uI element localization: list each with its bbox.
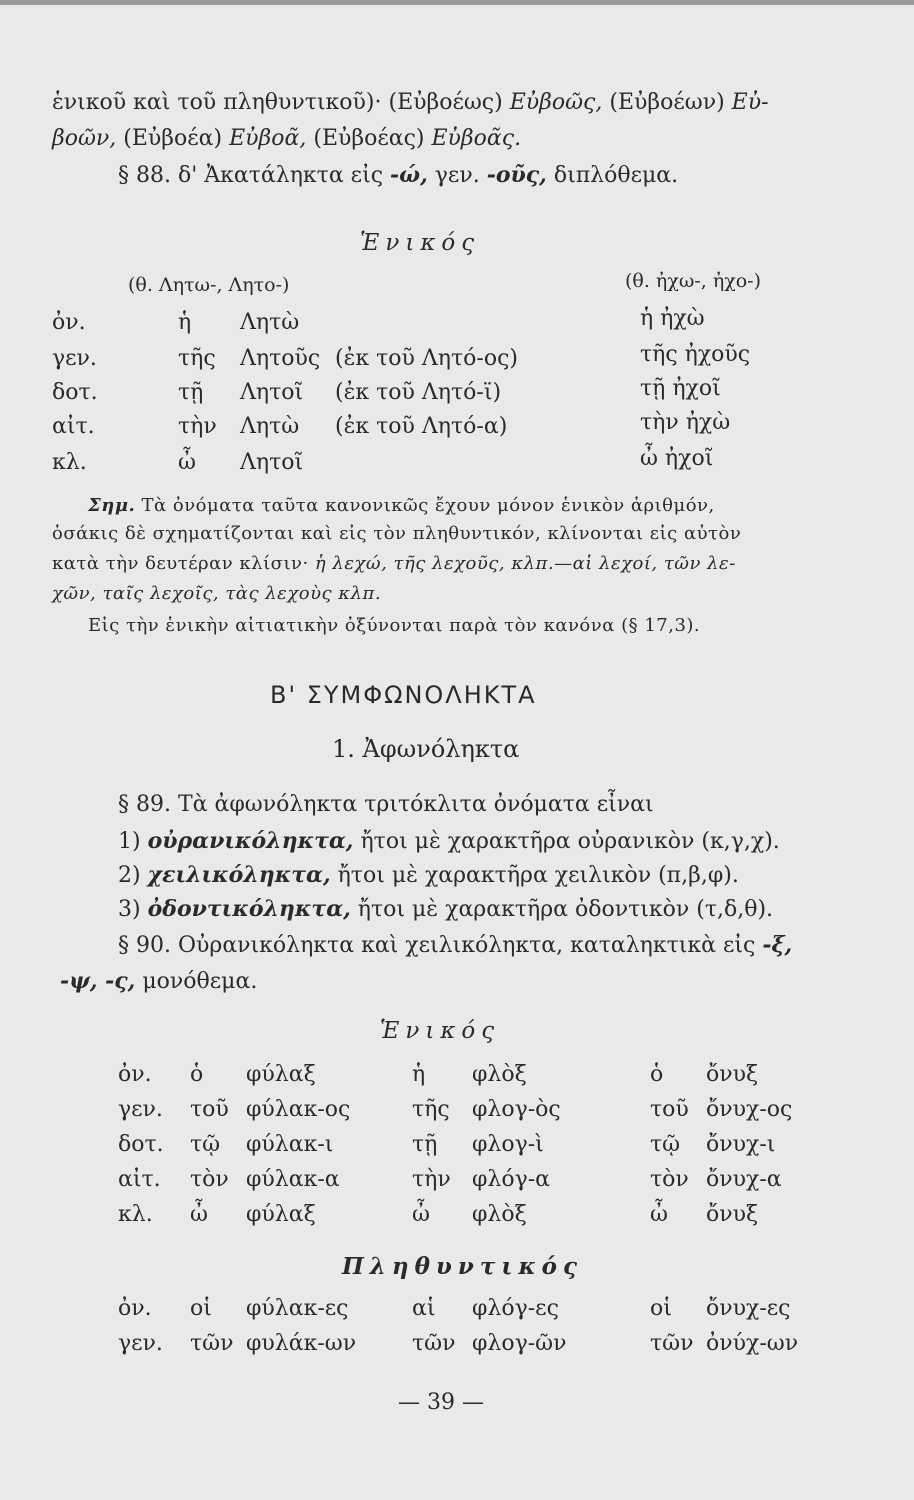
theme-right: (θ. ἠχω-, ἠχο-) xyxy=(625,270,761,292)
noun-form: Λητὼ xyxy=(240,310,300,335)
noun-form: ὄνυχ-ι xyxy=(706,1132,776,1157)
section-89-line: § 89. Τὰ ἀφωνόληκτα τριτόκλιτα ὀνόματα εἶναι xyxy=(118,792,654,817)
article: τὴν xyxy=(178,414,217,439)
noun-form: φλόγ-α xyxy=(472,1167,551,1192)
intro-text: (Εὐβοέας) xyxy=(313,126,425,151)
article: τὸν xyxy=(650,1167,689,1192)
term-definition: ἤτοι μὲ χαρακτῆρα οὐρανικὸν (κ,γ,χ). xyxy=(360,829,780,854)
scan-edge xyxy=(0,0,914,5)
article: οἱ xyxy=(650,1296,672,1321)
intro-text: (Εὐβοέα) xyxy=(123,126,223,151)
article: οἱ xyxy=(190,1296,212,1321)
section-90-text: § 90. Οὐρανικόληκτα καὶ χειλικόληκτα, καταληκτικὰ εἰς xyxy=(118,933,756,958)
intro-text: (Εὐβοέων) xyxy=(609,90,725,115)
intro-form: βοῶν, xyxy=(52,126,117,151)
case-label: αἰτ. xyxy=(118,1167,161,1192)
case-label: γεν. xyxy=(118,1097,163,1122)
case-label: ὀν. xyxy=(52,310,86,335)
noun-form: φλογ-ὸς xyxy=(472,1097,561,1122)
noun-form: φύλακ-ος xyxy=(246,1097,351,1122)
noun-form: φύλαξ xyxy=(246,1062,316,1087)
table1-title: Ἑνικός xyxy=(360,230,481,256)
list-item-3 xyxy=(118,896,773,923)
note-line-4: χῶν, ταῖς λεχοῖς, τὰς λεχοὺς κλπ. xyxy=(52,583,382,604)
section-90-text: μονόθεμα. xyxy=(142,969,258,994)
term-definition: ἤτοι μὲ χαρακτῆρα χειλικὸν (π,β,φ). xyxy=(337,863,739,888)
noun-form: φυλάκ-ων xyxy=(246,1331,357,1356)
section-heading: Β' ΣΥΜΦΩΝΟΛΗΚΤΑ xyxy=(270,681,537,709)
intro-form: Εὐ- xyxy=(731,90,769,115)
case-label: κλ. xyxy=(52,450,87,475)
list-item-2 xyxy=(118,862,739,889)
note-line-3 xyxy=(52,552,736,576)
noun-form: ὀνύχ-ων xyxy=(706,1331,799,1356)
term: οὐρανικόληκτα, xyxy=(147,828,354,854)
term: χειλικόληκτα, xyxy=(147,862,331,888)
intro-form: Εὐβοᾶ, xyxy=(229,126,307,151)
noun-form-right: τῇ ἠχοῖ xyxy=(640,376,721,401)
case-label: δοτ. xyxy=(52,380,98,405)
section-88-text: γεν. xyxy=(434,163,480,188)
noun-form: φλογ-ὶ xyxy=(472,1132,544,1157)
noun-form: Λητὼ xyxy=(240,414,300,439)
case-label: κλ. xyxy=(118,1202,153,1227)
noun-form: Λητοῦς xyxy=(240,346,321,371)
note-line-1 xyxy=(88,494,715,518)
noun-form: φύλακ-α xyxy=(246,1167,340,1192)
subsection-heading: 1. Ἀφωνόληκτα xyxy=(332,735,520,763)
noun-form: ὄνυξ xyxy=(706,1062,759,1087)
case-label: αἰτ. xyxy=(52,414,95,439)
article: τὴν xyxy=(412,1167,451,1192)
ending: -ξ, xyxy=(762,932,793,958)
article: αἱ xyxy=(412,1296,436,1321)
noun-form: φλογ-ῶν xyxy=(472,1331,567,1356)
noun-form: φλόγ-ες xyxy=(472,1296,559,1321)
ending: -ψ, -ς, xyxy=(60,968,136,994)
term: ὀδοντικόληκτα, xyxy=(147,896,351,922)
noun-form: ὄνυχ-α xyxy=(706,1167,782,1192)
article: τῷ xyxy=(190,1132,221,1157)
noun-form: ὄνυχ-ες xyxy=(706,1296,791,1321)
list-number: 2) xyxy=(118,863,141,888)
list-item-1 xyxy=(118,828,780,855)
note-example: ἡ λεχώ, τῆς λεχοῦς, κλπ.—αἱ λεχοί, τῶν λε- xyxy=(314,553,736,574)
case-label: ὀν. xyxy=(118,1062,152,1087)
note-text: Τὰ ὀνόματα ταῦτα κανονικῶς ἔχουν μόνον ἑνικὸν ἀριθμόν, xyxy=(141,495,715,516)
table2-singular-title: Ἑνικός xyxy=(380,1018,501,1044)
note-line-5: Εἰς τὴν ἑνικὴν αἰτιατικὴν ὀξύνονται παρὰ τὸν κανόνα (§ 17,3). xyxy=(88,615,701,636)
case-label: δοτ. xyxy=(118,1132,164,1157)
intro-form: Εὐβοᾶς. xyxy=(431,126,522,151)
case-label: γεν. xyxy=(118,1331,163,1356)
ending: -οῦς, xyxy=(486,162,547,188)
section-90-line-1 xyxy=(118,932,792,959)
noun-form: φλὸξ xyxy=(472,1202,527,1227)
intro-line-2 xyxy=(52,126,521,152)
case-label: ὀν. xyxy=(118,1296,152,1321)
derivation-note: (ἐκ τοῦ Λητό-α) xyxy=(335,414,508,439)
note-label: Σημ. xyxy=(88,495,136,516)
derivation-note: (ἐκ τοῦ Λητό-ϊ) xyxy=(335,380,502,405)
list-number: 1) xyxy=(118,829,141,854)
article: τῇ xyxy=(412,1132,438,1157)
article: τῇ xyxy=(178,380,204,405)
article: τῆς xyxy=(412,1097,450,1122)
noun-form: Λητοῖ xyxy=(240,380,304,405)
page-number: — 39 — xyxy=(398,1390,484,1415)
noun-form: ὄνυξ xyxy=(706,1202,759,1227)
section-88-text: § 88. δ' Ἀκατάληκτα εἰς xyxy=(118,163,384,188)
theme-left: (θ. Λητω-, Λητο-) xyxy=(128,274,290,296)
section-88-line xyxy=(118,162,678,189)
noun-form: Λητοῖ xyxy=(240,450,304,475)
noun-form: φύλακ-ες xyxy=(246,1296,349,1321)
article: τῆς xyxy=(178,346,216,371)
intro-line-1 xyxy=(52,90,769,116)
article: ὦ xyxy=(190,1202,208,1227)
list-number: 3) xyxy=(118,897,141,922)
article: τῶν xyxy=(412,1331,456,1356)
noun-form-right: τὴν ἠχὼ xyxy=(640,410,731,435)
noun-form-right: ὦ ἠχοῖ xyxy=(640,446,714,471)
noun-form-right: ἡ ἠχὼ xyxy=(640,306,705,331)
term-definition: ἤτοι μὲ χαρακτῆρα ὀδοντικὸν (τ,δ,θ). xyxy=(357,897,774,922)
ending: -ώ, xyxy=(390,162,428,188)
noun-form: φύλαξ xyxy=(246,1202,316,1227)
article: ἡ xyxy=(178,310,192,335)
derivation-note: (ἐκ τοῦ Λητό-ος) xyxy=(335,346,518,371)
noun-form: φλὸξ xyxy=(472,1062,527,1087)
note-text: κατὰ τὴν δευτέραν κλίσιν· xyxy=(52,553,309,574)
case-label: γεν. xyxy=(52,346,97,371)
article: τοῦ xyxy=(650,1097,689,1122)
intro-text: ἑνικοῦ καὶ τοῦ πληθυντικοῦ)· (Εὐβοέως) xyxy=(52,90,503,115)
article: ὁ xyxy=(190,1062,204,1087)
section-90-line-2 xyxy=(60,968,257,995)
article: ὦ xyxy=(178,450,196,475)
note-line-2: ὁσάκις δὲ σχηματίζονται καὶ εἰς τὸν πληθυντικόν, κλίνονται εἰς αὐτὸν xyxy=(52,523,742,544)
article: ὦ xyxy=(650,1202,668,1227)
article: τῶν xyxy=(190,1331,234,1356)
noun-form-right: τῆς ἠχοῦς xyxy=(640,342,751,367)
article: τοῦ xyxy=(190,1097,229,1122)
article: ἡ xyxy=(412,1062,426,1087)
section-88-text: διπλόθεμα. xyxy=(553,163,679,188)
article: ὁ xyxy=(650,1062,664,1087)
noun-form: ὄνυχ-ος xyxy=(706,1097,793,1122)
article: τῷ xyxy=(650,1132,681,1157)
article: ὦ xyxy=(412,1202,430,1227)
article: τῶν xyxy=(650,1331,694,1356)
noun-form: φύλακ-ι xyxy=(246,1132,334,1157)
table2-plural-title: Πληθυντικός xyxy=(342,1253,584,1280)
article: τὸν xyxy=(190,1167,229,1192)
intro-form: Εὐβοῶς, xyxy=(509,90,603,115)
